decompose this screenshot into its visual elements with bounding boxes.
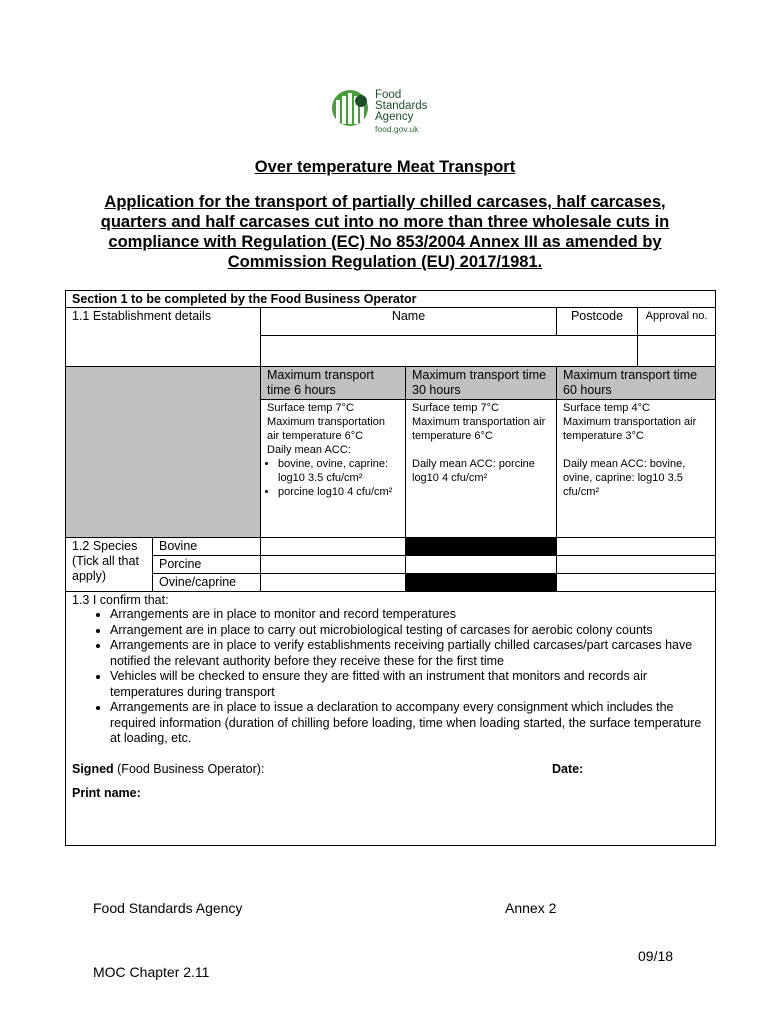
col30-acc: Daily mean ACC: porcine log10 4 cfu/cm² [412, 458, 535, 484]
porcine-60h-checkbox-cell[interactable] [557, 556, 716, 574]
approval-no-label: Approval no. [638, 308, 716, 336]
logo-line3: Agency [375, 111, 414, 123]
ovine-30h-blocked-cell [406, 574, 557, 592]
ovine-6h-checkbox-cell[interactable] [261, 574, 406, 592]
document-title: Over temperature Meat Transport [254, 158, 516, 176]
col6-conditions [261, 400, 406, 538]
list-item: • Vehicles will be checked to ensure they are fitted with an instrument that monitors and records air temperatures during transport [110, 669, 709, 700]
col6-acc-label: Daily mean ACC: [267, 444, 351, 456]
footer-agency: Food Standards Agency [93, 900, 243, 916]
col30-header: Maximum transport time 30 hours [406, 367, 557, 400]
signed-label [72, 762, 264, 776]
col60-air: Maximum transportation air temperature 3°C [563, 416, 697, 442]
print-name-label: Print name: [72, 785, 141, 800]
species-porcine-label: Porcine [153, 556, 261, 574]
porcine-30h-checkbox-cell[interactable] [406, 556, 557, 574]
col6-acc-list [267, 457, 399, 499]
bovine-6h-checkbox-cell[interactable] [261, 538, 406, 556]
name-input-cell[interactable] [261, 336, 638, 367]
species-ovine-caprine-label: Ovine/caprine [153, 574, 261, 592]
date-label: Date: [552, 761, 584, 776]
signed-label-bold: Signed [72, 761, 114, 776]
list-item: • Arrangements are in place to issue a declaration to accompany every consignment which includes the required information (duration of chilling before loading, time when loading started, the surface temperature at loading, etc. [110, 700, 709, 747]
logo-url: food.gov.uk [375, 124, 419, 134]
print-name-row [72, 786, 709, 800]
bovine-30h-blocked-cell [406, 538, 557, 556]
list-item: • Arrangement are in place to carry out microbiological testing of carcases for aerobic colony counts [110, 623, 709, 639]
signature-row [72, 762, 709, 780]
footer-date: 09/18 [638, 948, 674, 964]
list-item: • Arrangements are in place to monitor and record temperatures [110, 607, 709, 623]
species-label: 1.2 Species (Tick all that apply) [66, 538, 153, 592]
application-title: Application for the transport of partially chilled carcases, half carcases, quarters and half carcases cut into no more than three wholesale cuts in compliance with Regulation (EC) No 853/2004 Annex III as amended by Commission Regulation (EU) 2017/1981. [100, 193, 670, 271]
col60-surface: Surface temp 4°C [563, 402, 650, 414]
porcine-6h-checkbox-cell[interactable] [261, 556, 406, 574]
logo-line1: Food [375, 89, 402, 101]
approval-no-input-cell[interactable] [638, 336, 716, 367]
postcode-label: Postcode [557, 308, 638, 336]
confirmation-section [66, 592, 716, 846]
signed-suffix: (Food Business Operator): [113, 761, 265, 776]
col30-conditions [406, 400, 557, 538]
fsa-logo [331, 88, 441, 140]
grey-filler-cell [66, 367, 261, 538]
footer-annex: Annex 2 [505, 900, 557, 916]
list-item: • Arrangements are in place to verify establishments receiving partially chilled carcases/part carcases have notified the relevant authority before they receive these for the first time [110, 638, 709, 669]
col60-conditions [557, 400, 716, 538]
section1-heading: Section 1 to be completed by the Food Business Operator [66, 291, 716, 308]
bovine-60h-checkbox-cell[interactable] [557, 538, 716, 556]
establishment-details-label: 1.1 Establishment details [66, 308, 261, 367]
col6-header: Maximum transport time 6 hours [261, 367, 406, 400]
section1-form-table [65, 290, 716, 846]
fsa-logo-icon [331, 88, 373, 130]
confirm-label: 1.3 I confirm that: [72, 593, 169, 607]
name-label: Name [261, 308, 557, 336]
footer-chapter: MOC Chapter 2.11 [93, 964, 210, 980]
list-item: • porcine log10 4 cfu/cm² [278, 485, 399, 499]
species-bovine-label: Bovine [153, 538, 261, 556]
col30-air: Maximum transportation air temperature 6°C [412, 416, 546, 442]
col6-air: Maximum transportation air temperature 6°C [267, 416, 385, 442]
ovine-60h-checkbox-cell[interactable] [557, 574, 716, 592]
logo-line2: Standards [375, 100, 428, 112]
logo-text [375, 90, 427, 135]
col30-surface: Surface temp 7°C [412, 402, 499, 414]
col60-header: Maximum transport time 60 hours [557, 367, 716, 400]
col60-acc: Daily mean ACC: bovine, ovine, caprine: log10 3.5 cfu/cm² [563, 458, 686, 498]
col6-surface: Surface temp 7°C [267, 402, 354, 414]
list-item: • bovine, ovine, caprine: log10 3.5 cfu/cm² [278, 457, 399, 485]
confirm-list [72, 607, 709, 747]
